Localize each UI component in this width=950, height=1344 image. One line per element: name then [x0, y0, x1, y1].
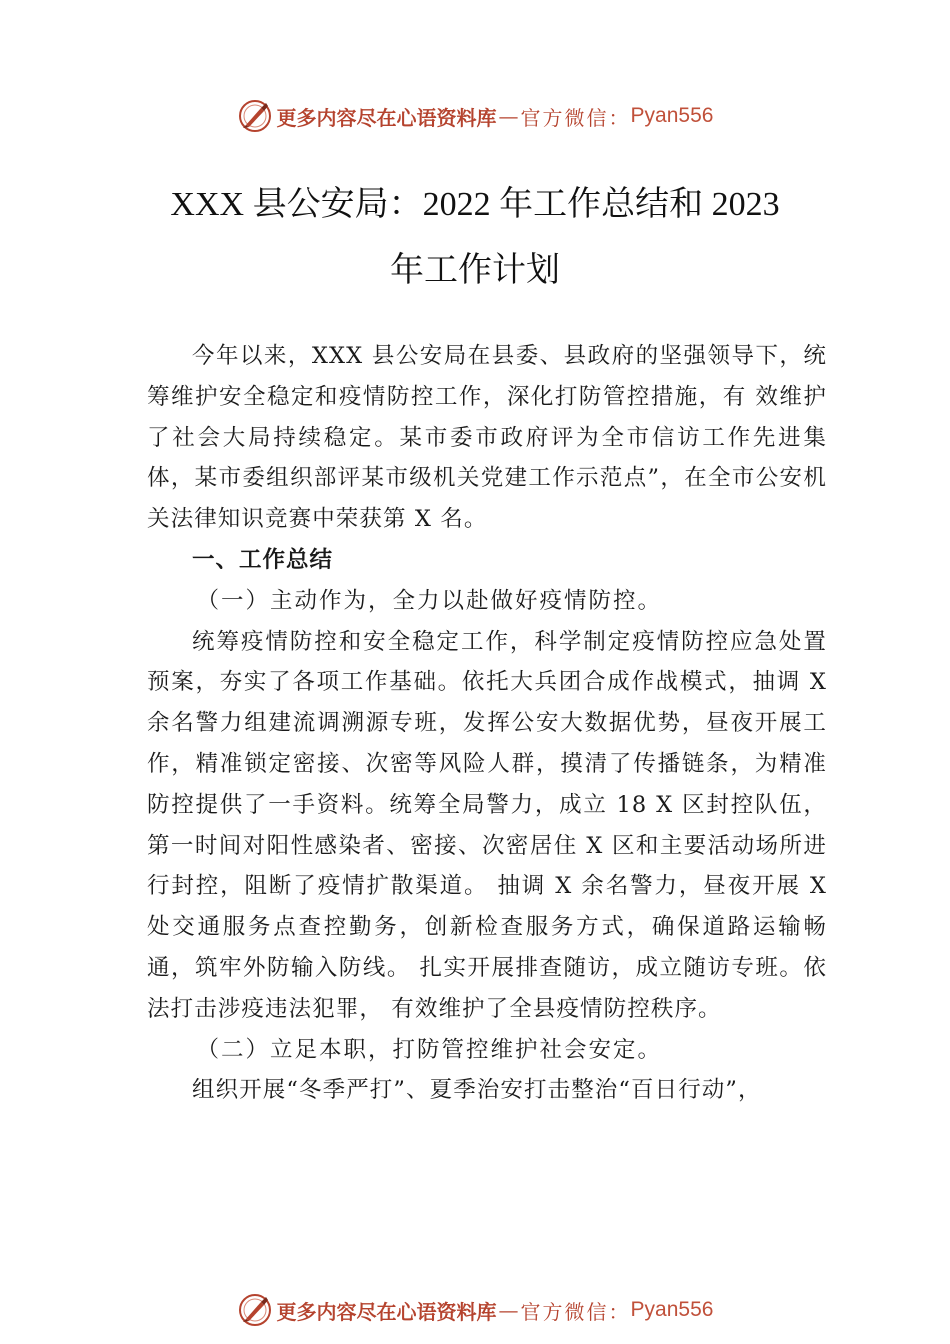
watermark-wechat-id: Pyan556 [630, 1298, 714, 1321]
watermark-official-label: 官方微信： [520, 1299, 631, 1324]
watermark-banner-bottom [0, 1290, 950, 1330]
watermark-wechat-id: Pyan556 [630, 104, 714, 127]
title-line-1: XXX 县公安局：2022 年工作总结和 2023 [170, 186, 780, 223]
quill-pen-logo-icon [237, 1292, 273, 1328]
section-heading-work-summary: 一、工作总结 [192, 546, 334, 573]
watermark-separator: — [498, 1298, 519, 1322]
document-title [120, 172, 830, 304]
watermark-official-label: 官方微信： [520, 105, 631, 130]
epidemic-control-paragraph: 统筹疫情防控和安全稳定工作，科学制定疫情防控应急处置预案，夯实了各项工作基础。依托大兵团合成作战模式，抽调 X 余名警力组建流调溯源专班，发挥公安大数据优势，昼夜开展工作，精准锁定密接、次密等风险人群，摸清了传播链条，为精准防控提供了一手资料。统筹全局警力，成立 18 X 区封控队伍，第一时间对阳性感染者、密接、次密居住 X 区和主要活动场所进行封控，阻断了疫情扩散渠道。 抽调 X 余名警力，昼夜开展 X 处交通服务点查控勤务，创新检查服务方式，确保道路运输畅通，筑牢外防输入防线。 扎实开展排查随访，成立随访专班。依法打击涉疫违法犯罪， 有效维护了全县疫情防控秩序。 [147, 628, 827, 1022]
document-body [147, 336, 827, 1111]
watermark-separator: — [498, 104, 519, 128]
watermark-library-name: 更多内容尽在心语资料库 [276, 1299, 497, 1324]
social-stability-paragraph: 组织开展“冬季严打”、夏季治安打击整治“百日行动”， [192, 1077, 762, 1104]
quill-pen-logo-icon [237, 98, 273, 134]
watermark-library-name: 更多内容尽在心语资料库 [276, 105, 497, 130]
watermark-banner-top [0, 96, 950, 136]
title-line-2: 年工作计划 [390, 252, 560, 289]
subsection-heading-epidemic-control: （一）主动作为，全力以赴做好疫情防控。 [196, 587, 663, 614]
intro-paragraph: 今年以来，XXX 县公安局在县委、县政府的坚强领导下，统筹维护安全稳定和疫情防控工作，深化打防管控措施，有 效维护了社会大局持续稳定。某市委市政府评为全市信访工作先进集体，某市委组织部评某市级机关党建工作示范点”，在全市公安机关法律知识竞赛中荣获第 X 名。 [147, 343, 827, 533]
subsection-heading-social-stability: （二）立足本职，打防管控维护社会安定。 [196, 1036, 663, 1063]
